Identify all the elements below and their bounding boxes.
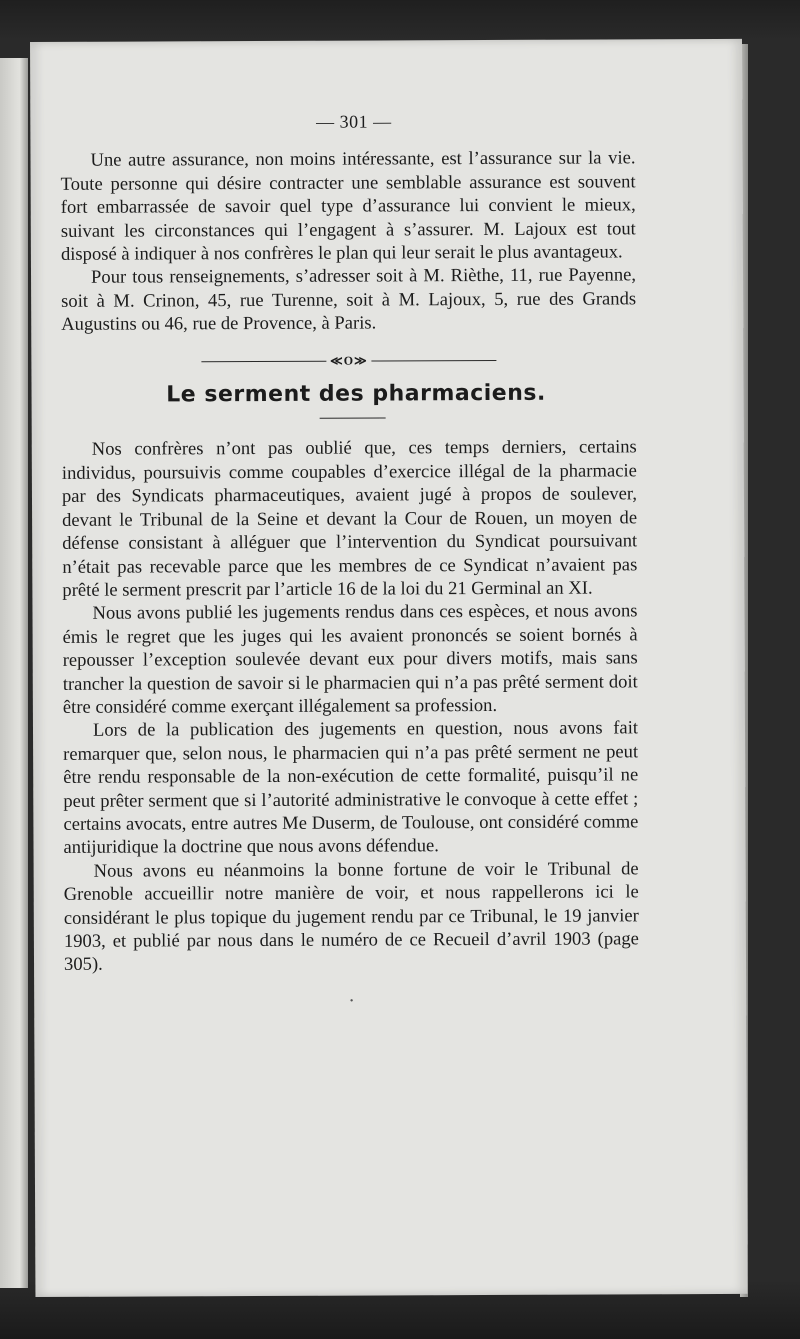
divider-ornament: ≪O≫ xyxy=(330,353,368,368)
paragraph-2: Nous avons publié les jugements rendus dans ces espèces, et nous avons émis le regret que les juges qui les avaient prononcés se soient bornés à repousser l’exception soulevée devant eux pour divers motifs, mais sans trancher la question de savoir si le pharmacien qui n’a pas prêté serment doit être considéré comme exerçant illégalement sa profession. xyxy=(62,600,638,718)
paragraph-3: Lors de la publication des jugements en question, nous avons fait remarquer que, selon nous, le pharmacien qui n’a pas prêté serment ne peut être rendu responsable de la non-exécution de cette formalité, puisqu’il ne peut prêter serment que si l’autorité administrative le convoque à cette effet ; certains avocats, entre autres Me Duserm, de Toulouse, ont considéré comme antijuridique la doctrine que nous avons défendue. xyxy=(63,717,639,859)
paragraph-4: Nous avons eu néanmoins la bonne fortune de voir le Tribunal de Grenoble accueillir notre manière de voir, et nous rappellerons ici le considérant le plus topique du jugement rendu par ce Tribunal, le 19 janvier 1903, et publié par nous dans le numéro de ce Recueil d’avril 1903 (page 305). xyxy=(63,858,639,976)
page-number: — 301 — xyxy=(316,111,392,132)
heading-underline xyxy=(320,418,386,419)
section-heading: Le serment des pharmaciens. xyxy=(166,380,546,408)
end-mark: • xyxy=(349,995,354,1007)
divider-line-right xyxy=(372,360,497,362)
paragraph-life-insurance: Une autre assurance, non moins intéressante, est l’assurance sur la vie. Toute personne qui désire contracter une semblable assurance est souvent fort embarrassée de savoir quel type d’assurance lui convient le mieux, suivant les circonstances qui l’engagent à s’assurer. M. Lajoux est tout disposé à indiquer à nos confrères le plan qui leur serait le plus avantageux. xyxy=(60,147,636,265)
book-page xyxy=(30,39,747,1297)
previous-page-edge xyxy=(0,58,28,1288)
section-divider xyxy=(61,348,636,374)
page-content xyxy=(60,109,639,1014)
paragraph-1: Nos confrères n’ont pas oublié que, ces temps derniers, certains individus, poursuivis comme coupables d’exercice illégal de la pharmacie par des Syndicats pharmaceutiques, avaient jugé à propos de soulever, devant le Tribunal de la Seine et devant la Cour de Rouen, un moyen de défense consistant à alléguer que l’intervention du Syndicat poursuivant n’était pas recevable parce que les membres de ce Syndicat n’avaient pas prêté le serment prescrit par l’article 16 de la loi du 21 Germinal an XI. xyxy=(61,436,638,601)
divider-line-left xyxy=(201,361,326,363)
paragraph-contacts: Pour tous renseignements, s’adresser soit à M. Rièthe, 11, rue Payenne, soit à M. Crinon, 45, rue Turenne, soit à M. Lajoux, 5, rue des Grands Augustins ou 46, rue de Provence, à Paris. xyxy=(61,264,637,336)
